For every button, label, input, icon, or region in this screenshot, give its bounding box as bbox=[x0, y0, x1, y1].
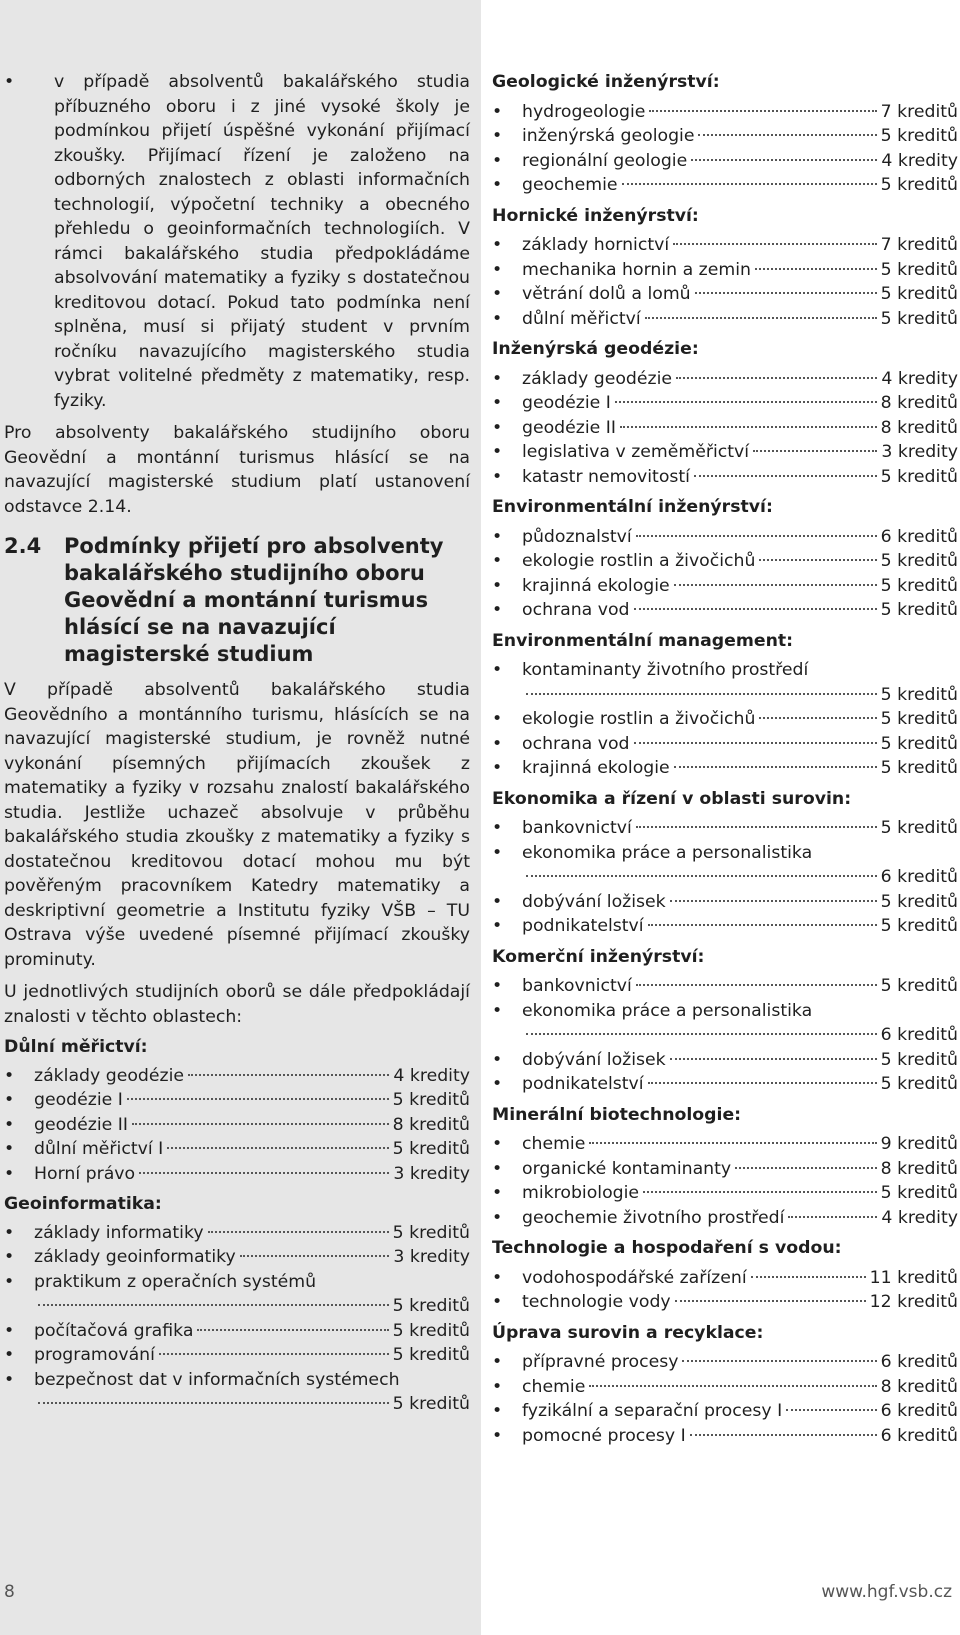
course-name: • bankovnictví bbox=[522, 818, 632, 838]
course-name: • základy geodézie bbox=[34, 1065, 185, 1086]
course-credits: 6 kreditů bbox=[880, 1425, 958, 1446]
course-name: • ochrana vod bbox=[522, 600, 630, 620]
course-credits: 9 kreditů bbox=[880, 1134, 958, 1154]
category-title: Ekonomika a řízení v oblasti surovin: bbox=[492, 788, 852, 809]
course-item bbox=[492, 1290, 958, 1315]
course-name: • katastr nemovitostí bbox=[522, 466, 690, 487]
course-credits: 5 kreditů bbox=[880, 466, 958, 487]
category-title: Environmentální management: bbox=[492, 630, 794, 651]
course-list bbox=[492, 816, 958, 939]
course-name: • fyzikální a separační procesy I bbox=[522, 1401, 783, 1421]
dot-leader bbox=[636, 535, 877, 537]
course-item bbox=[492, 149, 958, 174]
dot-leader bbox=[648, 1082, 877, 1084]
dot-leader bbox=[759, 559, 876, 561]
course-credits: 5 kreditů bbox=[880, 733, 958, 754]
course-name: • inženýrská geologie bbox=[522, 126, 695, 146]
course-item bbox=[492, 658, 958, 707]
course-credits: 5 kreditů bbox=[392, 1296, 470, 1316]
course-credits: 5 kreditů bbox=[880, 758, 958, 778]
course-credits: 4 kredity bbox=[881, 1207, 958, 1228]
section-title: Podmínky přijetí pro absolventy bakalářského studijního oboru Geovědní a montánní turismus hlásící se na navazující magisterské studium bbox=[64, 534, 444, 666]
course-item bbox=[492, 890, 958, 915]
category-title: Environmentální inženýrství: bbox=[492, 497, 773, 517]
dot-leader bbox=[38, 1304, 389, 1306]
course-name: • ekologie rostlin a živočichů bbox=[522, 551, 756, 571]
course-credits: 5 kreditů bbox=[880, 551, 958, 571]
dot-leader bbox=[615, 401, 877, 403]
course-name: • krajinná ekologie bbox=[522, 575, 670, 596]
course-item bbox=[492, 307, 958, 332]
course-name: • základy geodézie bbox=[522, 368, 673, 389]
category-title: Technologie a hospodaření s vodou: bbox=[492, 1238, 842, 1258]
course-name: • ekonomika práce a personalistika bbox=[522, 842, 813, 863]
dot-leader bbox=[38, 1402, 389, 1404]
course-credits: 5 kreditů bbox=[880, 126, 958, 146]
course-credits: 5 kreditů bbox=[880, 1183, 958, 1203]
course-item bbox=[492, 173, 958, 198]
course-credits: 7 kreditů bbox=[880, 235, 958, 255]
course-credits: 5 kreditů bbox=[392, 1222, 470, 1243]
course-name: • přípravné procesy bbox=[522, 1352, 679, 1372]
dot-leader bbox=[674, 766, 877, 768]
dot-leader bbox=[636, 826, 877, 828]
course-item bbox=[492, 999, 958, 1048]
dot-leader bbox=[634, 608, 877, 610]
dot-leader bbox=[188, 1074, 389, 1076]
dot-leader bbox=[240, 1255, 390, 1257]
dot-leader bbox=[675, 1300, 866, 1302]
course-list bbox=[492, 658, 958, 781]
dot-leader bbox=[691, 159, 877, 161]
dot-leader bbox=[127, 1098, 389, 1100]
category-title: Inženýrská geodézie: bbox=[492, 339, 699, 359]
course-credits: 5 kreditů bbox=[880, 284, 958, 304]
course-credits: 7 kreditů bbox=[880, 101, 958, 122]
dot-leader bbox=[645, 317, 877, 319]
dot-leader bbox=[649, 110, 876, 112]
section-number: 2.4 bbox=[4, 534, 42, 558]
course-item bbox=[492, 1424, 958, 1449]
course-name: • bezpečnost dat v informačních systémech bbox=[34, 1369, 400, 1390]
course-item bbox=[492, 525, 958, 550]
course-list bbox=[492, 100, 958, 198]
course-name: • geodézie I bbox=[34, 1090, 123, 1110]
course-credits: 4 kredity bbox=[393, 1065, 470, 1086]
category-title: Komerční inženýrství: bbox=[492, 946, 705, 967]
dot-leader bbox=[526, 1033, 877, 1035]
course-item bbox=[492, 756, 958, 781]
course-credits: 6 kreditů bbox=[880, 1025, 958, 1045]
dot-leader bbox=[735, 1167, 877, 1169]
dot-leader bbox=[755, 268, 877, 270]
course-name: • dobývání ložisek bbox=[522, 891, 666, 912]
course-credits: 3 kredity bbox=[393, 1247, 470, 1267]
course-item bbox=[492, 914, 958, 939]
category-title: Úprava surovin a recyklace: bbox=[492, 1322, 764, 1343]
course-name: • geodézie II bbox=[522, 417, 616, 438]
bullet-dot: • bbox=[4, 72, 15, 92]
course-name: • programování bbox=[34, 1345, 155, 1365]
course-name: • technologie vody bbox=[522, 1292, 671, 1312]
course-credits: 5 kreditů bbox=[880, 575, 958, 596]
course-name: • ekonomika práce a personalistika bbox=[522, 1000, 813, 1021]
course-name: • základy geoinformatiky bbox=[34, 1247, 236, 1267]
course-name: • dobývání ložisek bbox=[522, 1049, 666, 1070]
dot-leader bbox=[698, 134, 876, 136]
dot-leader bbox=[690, 1434, 877, 1436]
course-name: • Horní právo bbox=[34, 1163, 136, 1184]
course-item bbox=[492, 732, 958, 757]
course-item bbox=[492, 1399, 958, 1424]
course-credits: 5 kreditů bbox=[392, 1394, 470, 1414]
course-credits: 8 kreditů bbox=[880, 417, 958, 438]
course-item bbox=[492, 1266, 958, 1291]
course-credits: 6 kreditů bbox=[880, 526, 958, 547]
course-list bbox=[492, 367, 958, 490]
course-item bbox=[492, 233, 958, 258]
dot-leader bbox=[676, 377, 877, 379]
course-item bbox=[492, 1375, 958, 1400]
section-paragraph-2: U jednotlivých studijních oborů se dále předpokládají znalosti v těchto oblastech: bbox=[4, 982, 470, 1027]
dot-leader bbox=[695, 292, 877, 294]
course-credits: 5 kreditů bbox=[880, 308, 958, 329]
course-name: • geochemie životního prostředí bbox=[522, 1207, 785, 1228]
course-credits: 5 kreditů bbox=[880, 818, 958, 838]
course-name: • základy hornictví bbox=[522, 235, 670, 255]
course-credits: 8 kreditů bbox=[392, 1114, 470, 1135]
course-item bbox=[492, 1157, 958, 1182]
dot-leader bbox=[673, 243, 877, 245]
intro-bullet-text: v případě absolventů bakalářského studia příbuzného oboru i z jiné vysoké školy je podmínkou přijetí úspěšné vykonání přijímací zkoušky. Přijímací řízení je založeno na odborných znalostech z oblasti informačních technologií, výpočetní techniky a obecného přehledu o geoinformačních technologiích. V rámci bakalářského studia předpokládáme absolvování matematiky a fyziky s dostatečnou kreditovou dotací. Pokud tato podmínka není splněna, musí si přijatý student v prvním ročníku navazujícího magisterského studia vybrat volitelné předměty z matematiky, resp. fyziky. bbox=[54, 72, 470, 411]
course-name: • vodohospodářské zařízení bbox=[522, 1267, 747, 1288]
course-item bbox=[4, 1245, 470, 1270]
right-column bbox=[492, 70, 958, 1448]
course-name: • větrání dolů a lomů bbox=[522, 284, 691, 304]
course-name: • bankovnictví bbox=[522, 976, 632, 996]
course-item bbox=[492, 1206, 958, 1231]
course-name: • praktikum z operačních systémů bbox=[34, 1271, 317, 1292]
dot-leader bbox=[526, 875, 877, 877]
course-credits: 8 kreditů bbox=[880, 1376, 958, 1397]
left-category-list bbox=[4, 1035, 470, 1417]
course-credits: 3 kredity bbox=[393, 1163, 470, 1184]
dot-leader bbox=[670, 1058, 877, 1060]
dot-leader bbox=[159, 1353, 389, 1355]
course-item bbox=[4, 1270, 470, 1319]
dot-leader bbox=[139, 1172, 389, 1174]
course-credits: 5 kreditů bbox=[392, 1139, 470, 1159]
course-credits: 8 kreditů bbox=[880, 1158, 958, 1179]
course-credits: 5 kreditů bbox=[392, 1345, 470, 1365]
course-item bbox=[492, 391, 958, 416]
course-item bbox=[492, 440, 958, 465]
course-credits: 5 kreditů bbox=[880, 1049, 958, 1070]
category-title: Důlní měřictví: bbox=[4, 1037, 148, 1057]
course-item bbox=[492, 707, 958, 732]
course-name: • mikrobiologie bbox=[522, 1183, 640, 1203]
course-name: • regionální geologie bbox=[522, 150, 688, 171]
course-credits: 5 kreditů bbox=[880, 1074, 958, 1094]
course-name: • podnikatelství bbox=[522, 916, 644, 936]
course-credits: 11 kreditů bbox=[869, 1267, 958, 1288]
course-item bbox=[492, 549, 958, 574]
course-list bbox=[492, 1266, 958, 1315]
course-credits: 5 kreditů bbox=[880, 684, 958, 705]
course-list bbox=[492, 233, 958, 331]
course-credits: 5 kreditů bbox=[880, 976, 958, 996]
dot-leader bbox=[682, 1360, 876, 1362]
course-credits: 5 kreditů bbox=[880, 259, 958, 280]
course-list bbox=[4, 1064, 470, 1187]
course-item bbox=[492, 1181, 958, 1206]
dot-leader bbox=[694, 475, 877, 477]
course-list bbox=[492, 525, 958, 623]
left-column bbox=[4, 70, 470, 1417]
footer-url: www.hgf.vsb.cz bbox=[821, 1582, 952, 1602]
intro-paragraph: Pro absolventy bakalářského studijního oboru Geovědní a montánní turismus hlásící se na navazující magisterské studium platí ustanovení odstavce 2.14. bbox=[4, 423, 470, 517]
course-name: • ochrana vod bbox=[522, 733, 630, 754]
dot-leader bbox=[622, 183, 877, 185]
course-credits: 5 kreditů bbox=[880, 175, 958, 195]
course-credits: 8 kreditů bbox=[880, 393, 958, 413]
course-credits: 5 kreditů bbox=[880, 600, 958, 620]
course-item bbox=[492, 100, 958, 125]
dot-leader bbox=[753, 450, 877, 452]
course-credits: 4 kredity bbox=[881, 150, 958, 171]
course-name: • důlní měřictví bbox=[522, 308, 641, 329]
dot-leader bbox=[636, 984, 877, 986]
course-item bbox=[492, 416, 958, 441]
category-title: Geologické inženýrství: bbox=[492, 72, 720, 92]
dot-leader bbox=[786, 1409, 876, 1411]
course-credits: 4 kredity bbox=[881, 368, 958, 389]
dot-leader bbox=[167, 1147, 388, 1149]
course-name: • půdoznalství bbox=[522, 526, 632, 547]
dot-leader bbox=[526, 693, 877, 695]
course-list bbox=[492, 1132, 958, 1230]
course-name: • ekologie rostlin a živočichů bbox=[522, 709, 756, 729]
course-item bbox=[492, 258, 958, 283]
course-item bbox=[492, 1048, 958, 1073]
dot-leader bbox=[751, 1276, 866, 1278]
course-name: • podnikatelství bbox=[522, 1074, 644, 1094]
dot-leader bbox=[620, 426, 877, 428]
course-item bbox=[4, 1162, 470, 1187]
course-name: • organické kontaminanty bbox=[522, 1158, 732, 1179]
course-item bbox=[4, 1113, 470, 1138]
course-name: • hydrogeologie bbox=[522, 101, 646, 122]
category-title: Geoinformatika: bbox=[4, 1194, 162, 1214]
course-item bbox=[4, 1064, 470, 1089]
course-item bbox=[492, 974, 958, 999]
course-item bbox=[492, 1350, 958, 1375]
dot-leader bbox=[648, 924, 877, 926]
right-category-list bbox=[492, 70, 958, 1448]
dot-leader bbox=[589, 1142, 876, 1144]
course-credits: 12 kreditů bbox=[869, 1292, 958, 1312]
course-item bbox=[4, 1368, 470, 1417]
category-title: Hornické inženýrství: bbox=[492, 205, 699, 226]
course-credits: 5 kreditů bbox=[392, 1090, 470, 1110]
dot-leader bbox=[208, 1231, 389, 1233]
course-credits: 6 kreditů bbox=[880, 1352, 958, 1372]
course-name: • chemie bbox=[522, 1376, 586, 1397]
dot-leader bbox=[589, 1385, 876, 1387]
course-item bbox=[4, 1088, 470, 1113]
course-name: • geodézie II bbox=[34, 1114, 128, 1135]
course-credits: 6 kreditů bbox=[880, 867, 958, 887]
course-name: • důlní měřictví I bbox=[34, 1139, 164, 1159]
course-item bbox=[492, 841, 958, 890]
course-item bbox=[492, 574, 958, 599]
course-list bbox=[4, 1221, 470, 1417]
course-name: • geodézie I bbox=[522, 393, 611, 413]
course-name: • základy informatiky bbox=[34, 1222, 204, 1243]
page-number: 8 bbox=[4, 1582, 15, 1602]
course-item bbox=[492, 1132, 958, 1157]
section-paragraph-1: V případě absolventů bakalářského studia Geovědního a montánního turismu, hlásících se na navazující magisterské studium, je rovněž nutné vykonání písemných přijímacích zkoušek z matematiky a fyziky v rozsahu znalostí bakalářského studia. Jestliže uchazeč absolvuje v průběhu bakalářského studia zkoušky z matematiky a fyziky s dostatečnou kreditovou dotací mohou mu být pověřeným pracovníkem Katedry matematiky a deskriptivní geometrie a Institutu fyziky VŠB – TU Ostrava výše uvedené písemné přijímací zkoušky prominuty. bbox=[4, 680, 470, 970]
course-item bbox=[492, 367, 958, 392]
course-list bbox=[492, 1350, 958, 1448]
course-item bbox=[492, 598, 958, 623]
intro-bullet bbox=[4, 70, 470, 413]
section-heading bbox=[4, 533, 470, 668]
course-name: • krajinná ekologie bbox=[522, 758, 670, 778]
course-credits: 3 kredity bbox=[881, 442, 958, 462]
course-name: • kontaminanty životního prostředí bbox=[522, 660, 809, 680]
course-item bbox=[492, 816, 958, 841]
course-credits: 6 kreditů bbox=[880, 1401, 958, 1421]
course-item bbox=[492, 124, 958, 149]
course-credits: 5 kreditů bbox=[880, 709, 958, 729]
dot-leader bbox=[759, 717, 876, 719]
course-item bbox=[4, 1221, 470, 1246]
course-credits: 5 kreditů bbox=[880, 891, 958, 912]
dot-leader bbox=[132, 1123, 389, 1125]
course-name: • počítačová grafika bbox=[34, 1320, 194, 1341]
course-name: • chemie bbox=[522, 1134, 586, 1154]
course-item bbox=[4, 1343, 470, 1368]
course-list bbox=[492, 974, 958, 1097]
course-credits: 5 kreditů bbox=[880, 916, 958, 936]
course-item bbox=[4, 1319, 470, 1344]
course-name: • mechanika hornin a zemin bbox=[522, 259, 751, 280]
dot-leader bbox=[197, 1329, 388, 1331]
dot-leader bbox=[674, 584, 877, 586]
course-item bbox=[492, 282, 958, 307]
course-item bbox=[492, 1072, 958, 1097]
category-title: Minerální biotechnologie: bbox=[492, 1104, 742, 1125]
dot-leader bbox=[670, 900, 877, 902]
course-name: • geochemie bbox=[522, 175, 618, 195]
course-item bbox=[4, 1137, 470, 1162]
course-item bbox=[492, 465, 958, 490]
dot-leader bbox=[643, 1191, 877, 1193]
dot-leader bbox=[634, 742, 877, 744]
course-name: • pomocné procesy I bbox=[522, 1425, 686, 1446]
course-credits: 5 kreditů bbox=[392, 1320, 470, 1341]
course-name: • legislativa v zeměměřictví bbox=[522, 442, 750, 462]
dot-leader bbox=[788, 1216, 877, 1218]
